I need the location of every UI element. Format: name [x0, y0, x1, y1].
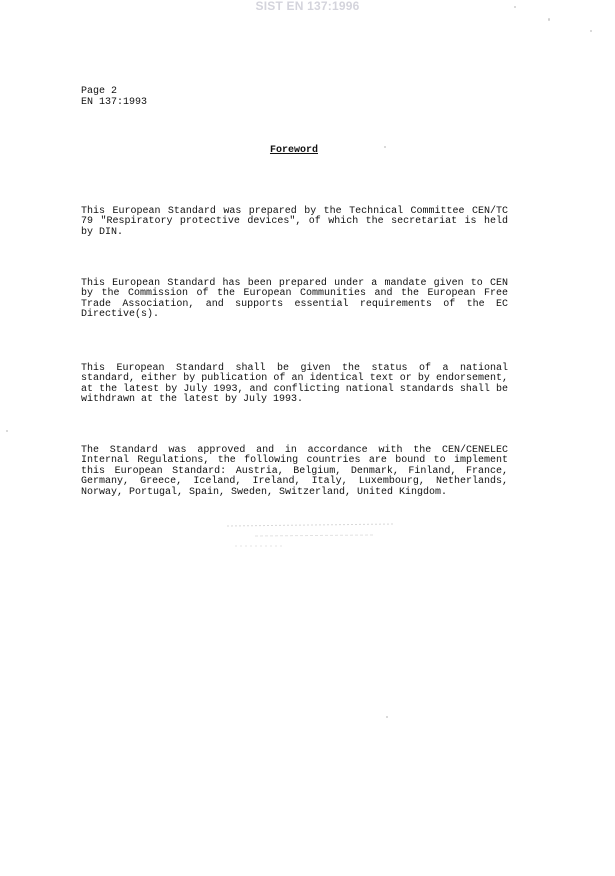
scan-speck [548, 18, 550, 21]
paragraph-committee: This European Standard was prepared by the Technical Committee CEN/TC 79 "Respiratory protective devices", of which the secretariat is held by DIN. [81, 206, 508, 238]
page-number: Page 2 [81, 86, 118, 97]
watermark: SIST EN 137:1996 [255, 0, 360, 13]
scan-speck [590, 30, 592, 32]
faint-stamp-mark [225, 516, 405, 556]
page-header [81, 86, 147, 108]
scan-speck [386, 716, 388, 718]
paragraph-mandate: This European Standard has been prepared under a mandate given to CEN by the Commission of the European Communities and the European Free Trade Association, and supports essential requirements of the EC Directive(s). [81, 278, 508, 321]
standard-number: EN 137:1993 [81, 97, 148, 108]
scan-speck [384, 146, 386, 148]
paragraph-approval: The Standard was approved and in accordance with the CEN/CENELEC Internal Regulations, the following countries are bound to implement this European Standard: Austria, Belgium, Denmark, Finland, France, Germany, Greece, Iceland, Ireland, Italy, Luxembourg, Netherlands, Norway, Portugal, Spain, Sweden, Switzerland, United Kingdom. [81, 445, 508, 498]
page-title: Foreword [269, 145, 318, 156]
scan-speck [514, 6, 516, 8]
scan-speck [6, 430, 8, 432]
paragraph-status: This European Standard shall be given the status of a national standard, either by publication of an identical text or by endorsement, at the latest by July 1993, and conflicting national standards shall be withdrawn at the latest by July 1993. [81, 363, 508, 406]
